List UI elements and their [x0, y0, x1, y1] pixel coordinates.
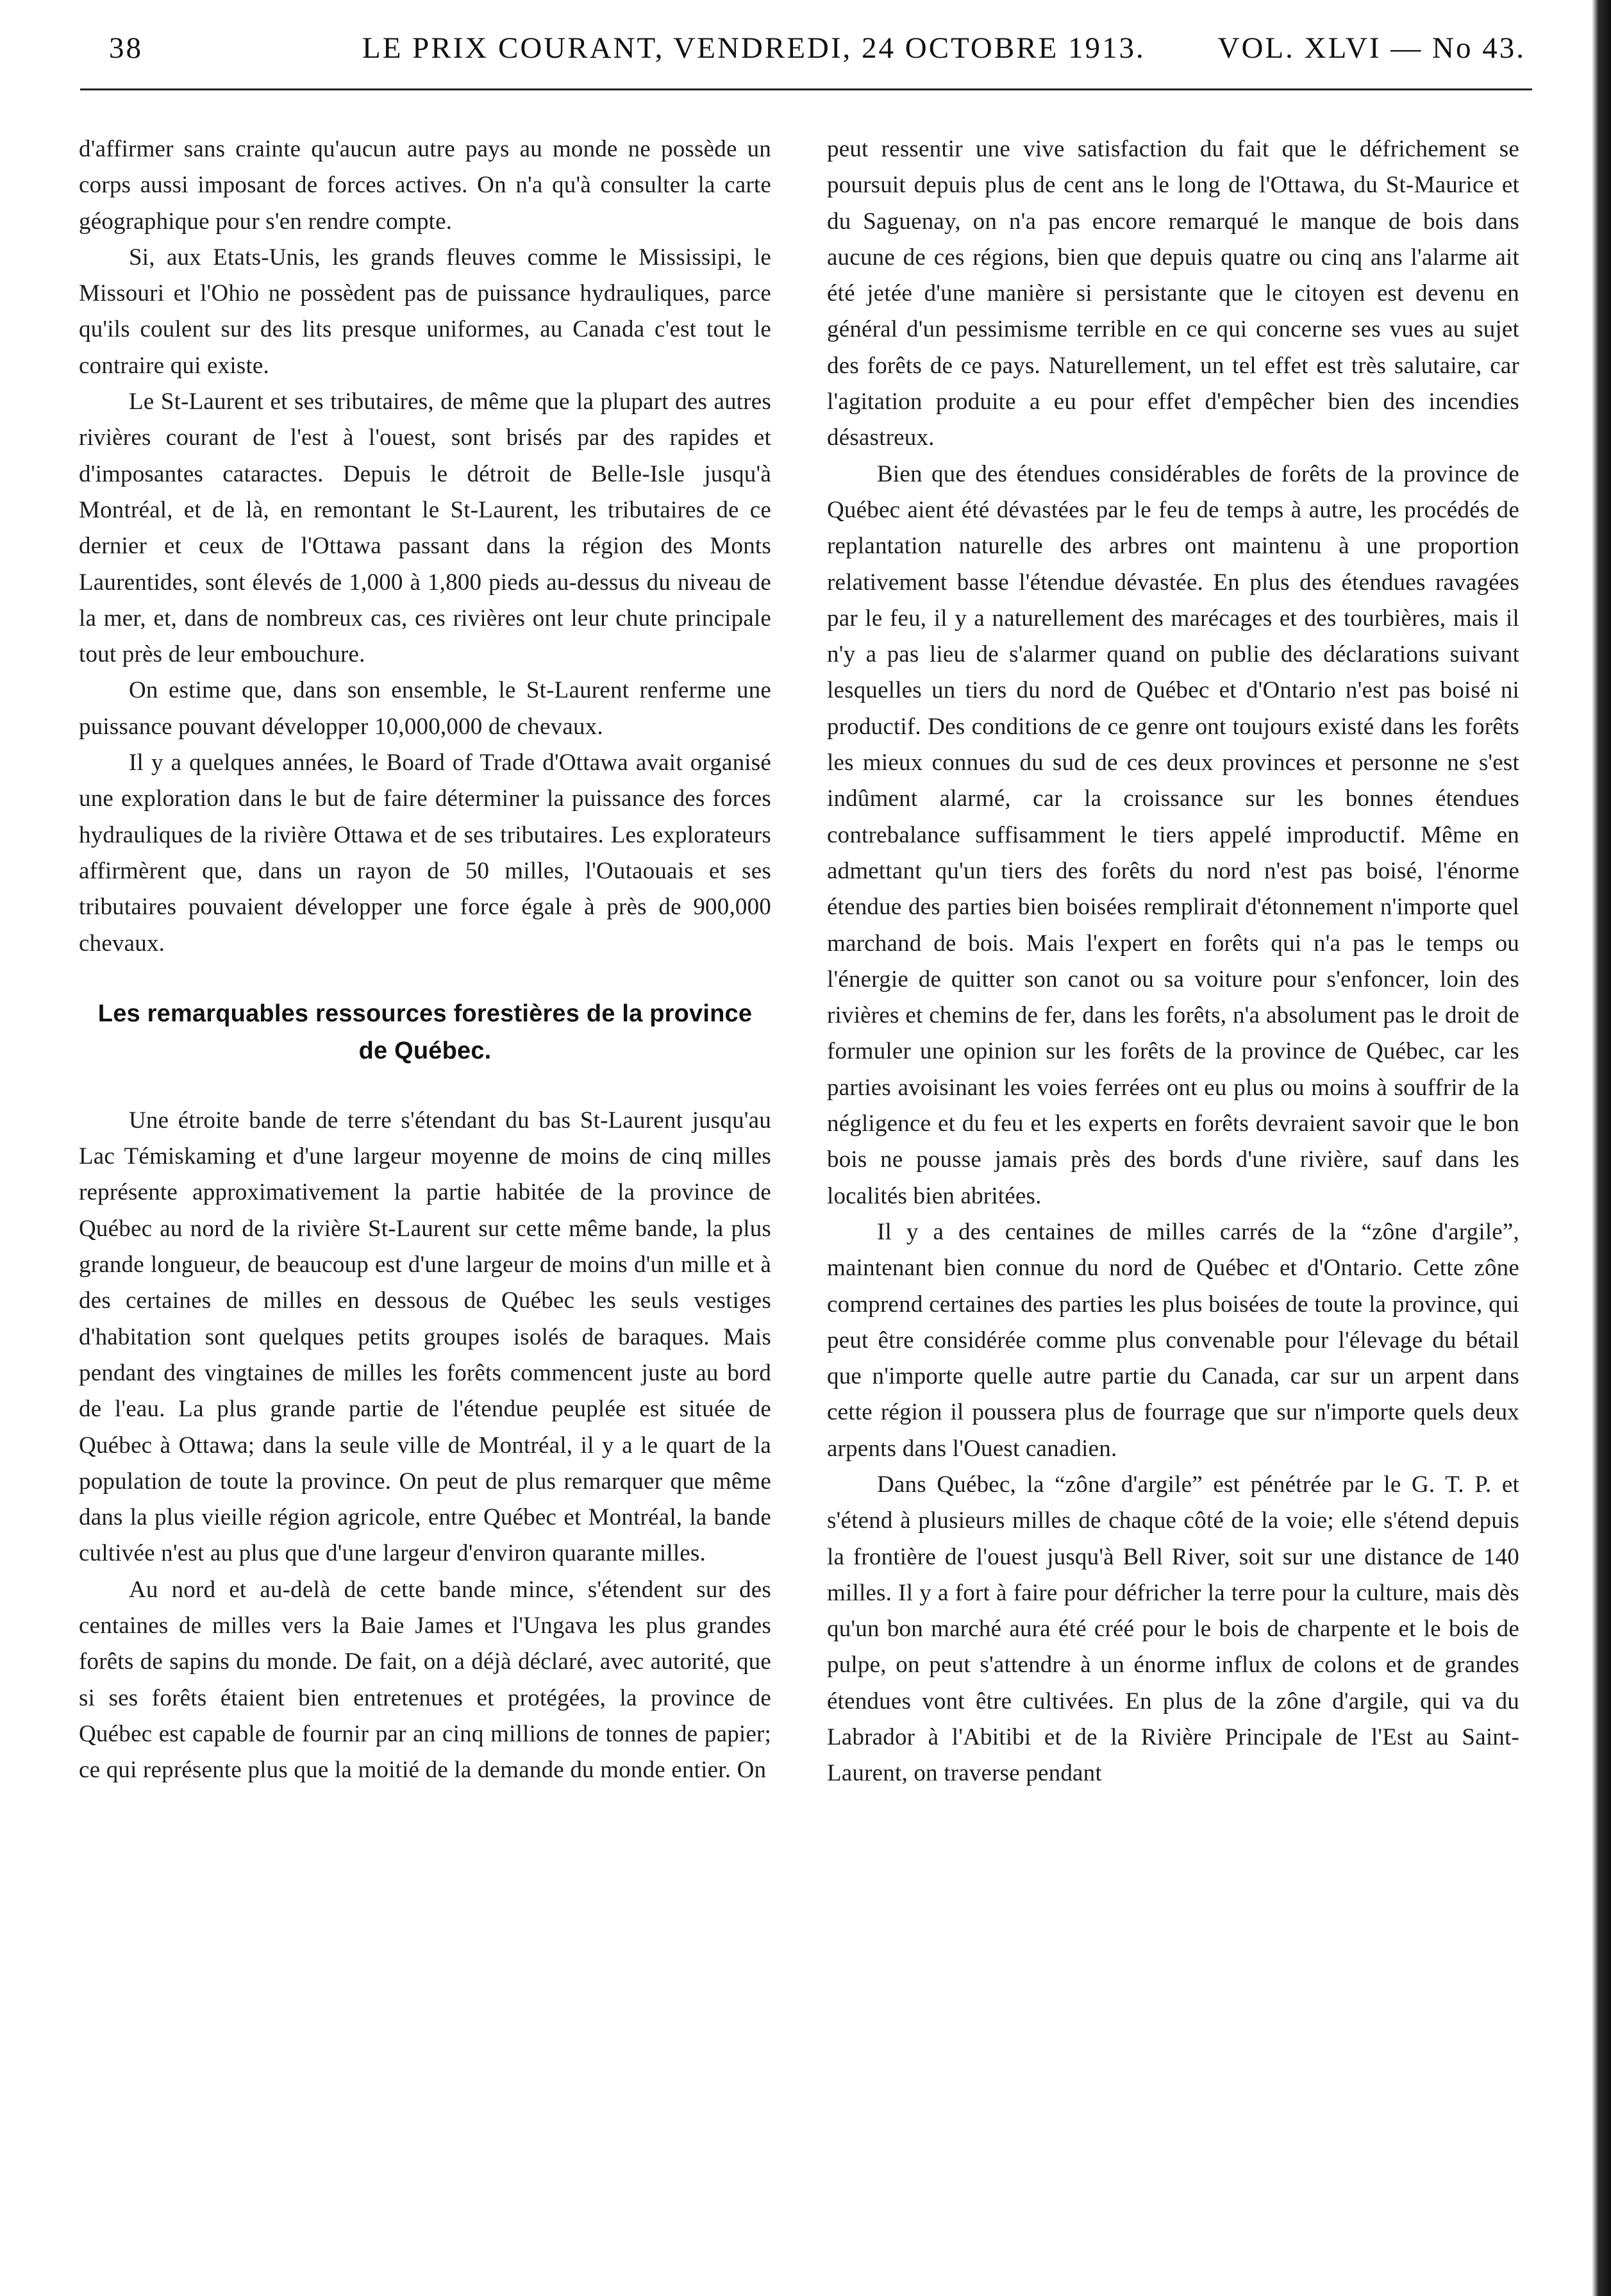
- header-rule: [80, 88, 1532, 90]
- publication-title: LE PRIX COURANT, VENDREDI, 24 OCTOBRE 1913.: [362, 31, 1146, 65]
- paragraph: Il y a des centaines de milles carrés de la “zône d'argile”, maintenant bien connue du nord de Québec et d'Ontario. Cette zône comprend certaines des parties les plus boisées de toute la province, qui peut être considérée comme plus convenable pour l'élevage du bétail que n'importe quelle autre partie du Canada, car sur un arpent dans cette région il poussera plus de fourrage que sur n'importe quels deux arpents dans l'Ouest canadien.: [827, 1218, 1519, 1462]
- page-number: 38: [109, 31, 143, 65]
- right-column: [827, 131, 1519, 1792]
- paragraph: Dans Québec, la “zône d'argile” est pénétrée par le G. T. P. et s'étend à plusieurs milles de chaque côté de la voie; elle s'étend depuis la frontière de l'ouest jusqu'à Bell River, soit sur une distance de 140 milles. Il y a fort à faire pour défricher la terre pour la culture, mais dès qu'un bon marché aura été créé pour le bois de charpente et le bois de pulpe, on peut s'attendre à un énorme influx de colons et de grandes étendues vont être cultivées. En plus de la zône d'argile, qui va du Labrador à l'Abitibi et de la Rivière Principale de l'Est au Saint-Laurent, on traverse pendant: [827, 1471, 1519, 1787]
- paragraph: Une étroite bande de terre s'étendant du bas St-Laurent jusqu'au Lac Témiskaming et d'une largeur moyenne de moins de cinq milles représente approximativement la partie habitée de la province de Québec au nord de la rivière St-Laurent sur cette même bande, la plus grande longueur, de beaucoup est d'une largeur de moins d'un mille et à des certaines de milles en dessous de Québec les seuls vestiges d'habitation sont quelques petits groupes isolés de baraques. Mais pendant des vingtaines de milles les forêts commencent juste au bord de l'eau. La plus grande partie de l'étendue peuplée est située de Québec à Ottawa; dans la seule ville de Montréal, il y a le quart de la population de toute la province. On peut de plus remarquer que même dans la plus vieille région agricole, entre Québec et Montréal, la bande cultivée n'est au plus que d'une largeur d'environ quarante milles.: [79, 1107, 771, 1567]
- section-heading: Les remarquables ressources forestières de la province de Québec.: [97, 1000, 753, 1064]
- paragraph: Il y a quelques années, le Board of Trade d'Ottawa avait organisé une exploration dans le but de faire déterminer la puissance des forces hydrauliques de la rivière Ottawa et de ses tributaires. Les explorateurs affirmèrent que, dans un rayon de 50 milles, l'Outaouais et ses tributaires pouvaient développer une force égale à près de 900,000 chevaux.: [79, 750, 771, 957]
- paragraph: On estime que, dans son ensemble, le St-Laurent renferme une puissance pouvant développer 10,000,000 de chevaux.: [79, 677, 771, 740]
- paragraph: Bien que des étendues considérables de forêts de la province de Québec aient été dévastées par le feu de temps à autre, les procédés de replantation naturelle des arbres ont maintenu à une proportion relativement basse l'étendue dévastée. En plus des étendues ravagées par le feu, il y a naturellement des marécages et des tourbières, mais il n'y a pas lieu de s'alarmer quand on publie des déclarations suivant lesquelles un tiers du nord de Québec et d'Ontario n'est pas boisé ni productif. Des conditions de ce genre ont toujours existé dans les forêts les mieux connues du sud de ces deux provinces et personne ne s'est indûment alarmé, car la croissance sur les bonnes étendues contrebalance suffisamment le tiers appelé improductif. Même en admettant qu'un tiers des forêts du nord n'est pas boisé, l'énorme étendue des parties bien boisées remplirait d'étonnement n'importe quel marchand de bois. Mais l'expert en forêts qui n'a pas le temps ou l'énergie de quitter son canot ou sa voiture pour s'enfoncer, loin des rivières et chemins de fer, dans les forêts, n'a absolument pas le droit de formuler une opinion sur les forêts de la province de Québec, car les parties avoisinant les voies ferrées ont eu plus ou moins à souffrir de la négligence et du feu et les experts en forêts devraient savoir que le bon bois ne pousse jamais près des bords d'une rivière, sauf dans les localités bien abritées.: [827, 460, 1519, 1209]
- volume-number: VOL. XLVI — No 43.: [1217, 31, 1526, 65]
- page-binding-edge: [1592, 0, 1611, 2296]
- left-column: [79, 131, 771, 1788]
- paragraph: Le St-Laurent et ses tributaires, de même que la plupart des autres rivières courant de l'est à l'ouest, sont brisés par des rapides et d'imposantes cataractes. Depuis le détroit de Belle-Isle jusqu'à Montréal, et de là, en remontant le St-Laurent, les tributaires de ce dernier et ceux de l'Ottawa passant dans la région des Monts Laurentides, sont élevés de 1,000 à 1,800 pieds au-dessus du niveau de la mer, et, dans de nombreux cas, ces rivières ont leur chute principale tout près de leur embouchure.: [79, 389, 771, 668]
- paragraph: d'affirmer sans crainte qu'aucun autre pays au monde ne possède un corps aussi imposant de forces actives. On n'a qu'à consulter la carte géographique pour s'en rendre compte.: [79, 136, 771, 235]
- paragraph: Au nord et au-delà de cette bande mince, s'étendent sur des centaines de milles vers la Baie James et l'Ungava les plus grandes forêts de sapins du monde. De fait, on a déjà déclaré, avec autorité, que si ses forêts étaient bien entretenues et protégées, la province de Québec est capable de fournir par an cinq millions de tonnes de papier; ce qui représente plus que la moitié de la demande du monde entier. On: [79, 1576, 771, 1784]
- page-header: [83, 31, 1526, 76]
- paragraph: Si, aux Etats-Unis, les grands fleuves comme le Mississipi, le Missouri et l'Ohio ne possèdent pas de puissance hydrauliques, parce qu'ils coulent sur des lits presque uniformes, au Canada c'est tout le contraire qui existe.: [79, 244, 771, 379]
- paragraph: peut ressentir une vive satisfaction du fait que le défrichement se poursuit depuis plus de cent ans le long de l'Ottawa, du St-Maurice et du Saguenay, on n'a pas encore remarqué le manque de bois dans aucune de ces régions, bien que depuis quatre ou cinq ans l'alarme ait été jetée d'une manière si persistante que le citoyen est devenu en général d'un pessimisme terrible en ce qui concerne ses vues au sujet des forêts de ce pays. Naturellement, un tel effet est très salutaire, car l'agitation produite a eu pour effet d'empêcher bien des incendies désastreux.: [827, 136, 1519, 451]
